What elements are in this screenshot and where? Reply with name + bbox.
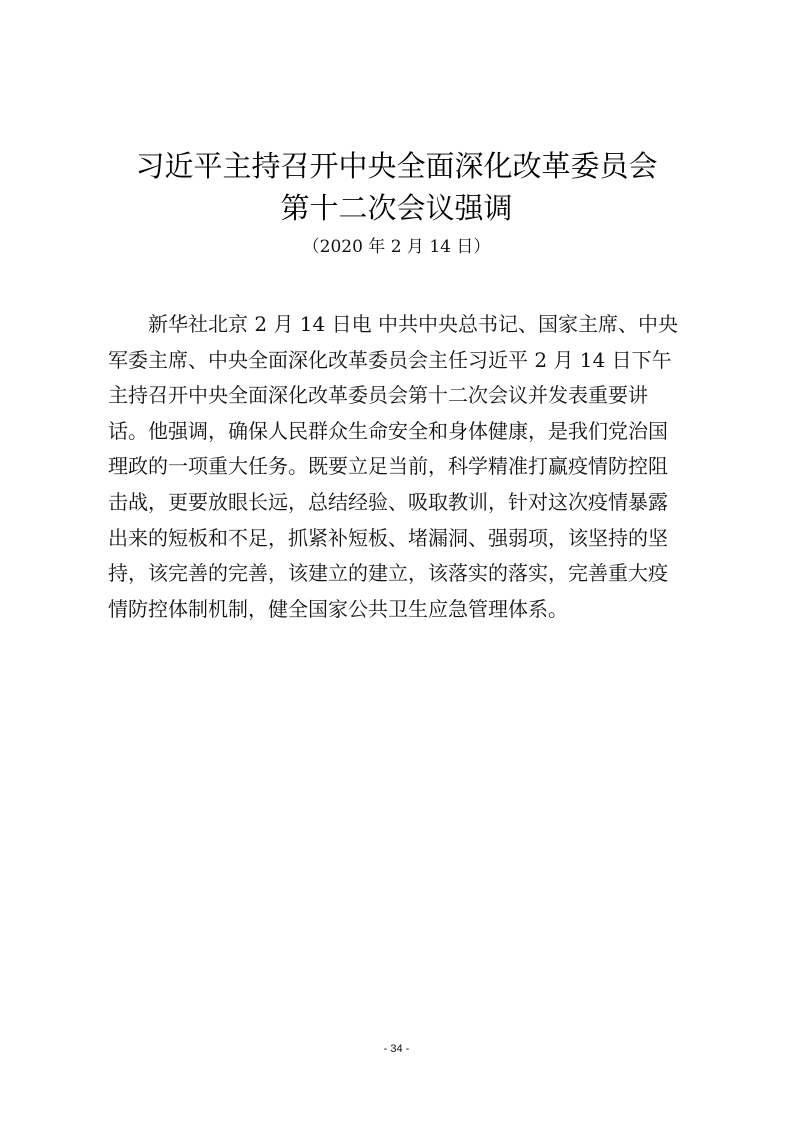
title-line-2: 第十二次会议强调 [280,191,513,225]
body-line: 击战，更要放眼长远，总结经验、吸取教训，针对这次疫情暴露 [108,489,668,514]
body-line: 理政的一项重大任务。既要立足当前，科学精准打赢疫情防控阻 [108,454,668,479]
body-line: 持，该完善的完善，该建立的建立，该落实的落实，完善重大疫 [108,561,668,586]
body-line: 话。他强调，确保人民群众生命安全和身体健康，是我们党治国 [108,418,668,443]
body-line: 新华社北京 2 月 14 日电 中共中央总书记、国家主席、中央 [148,312,678,336]
body-line: 主持召开中央全面深化改革委员会第十二次会议并发表重要讲 [108,383,648,408]
body-line: 军委主席、中央全面深化改革委员会主任习近平 2 月 14 日下午 [108,347,672,372]
body-line: 出来的短板和不足，抓紧补短板、堵漏洞、强弱项，该坚持的坚 [108,525,668,550]
title-line-1: 习近平主持召开中央全面深化改革委员会 [135,149,658,183]
body-line: 情防控体制机制，健全国家公共卫生应急管理体系。 [108,596,568,621]
page-number: - 34 - [383,1043,410,1055]
date-line: （2020 年 2 月 14 日） [302,237,491,257]
body-paragraph [108,307,698,627]
